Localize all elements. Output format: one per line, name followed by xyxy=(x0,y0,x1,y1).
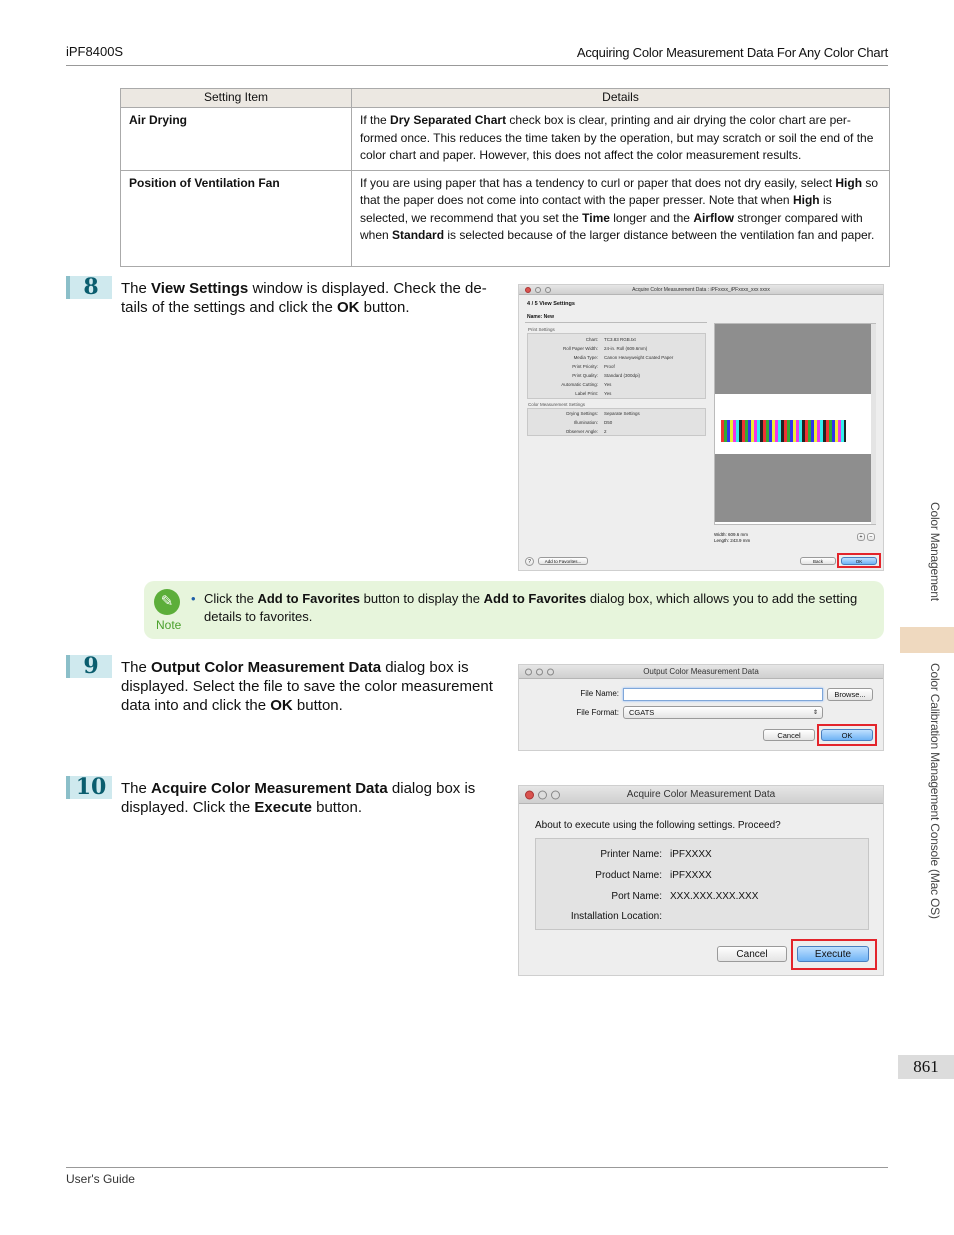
minimize-icon[interactable] xyxy=(536,668,543,675)
column-header-details: Details xyxy=(352,89,890,108)
value: D50 xyxy=(604,420,613,425)
printer-name-value: iPFXXXX xyxy=(670,849,712,860)
header-model: iPF8400S xyxy=(66,44,124,59)
footer-rule xyxy=(66,1167,888,1168)
updown-arrows-icon: ⇕ xyxy=(812,710,818,716)
label: Illumination: xyxy=(573,420,598,425)
label: Automatic Cutting: xyxy=(561,382,598,387)
file-format-label: File Format: xyxy=(576,708,619,717)
width-text: Width: 609.6 mm xyxy=(714,532,749,537)
zoom-icon[interactable] xyxy=(545,287,551,293)
sidebar-marker xyxy=(900,627,954,653)
header-section: Acquiring Color Measurement Data For Any Color Chart xyxy=(576,45,888,60)
value: Standard (300dpi) xyxy=(604,373,641,378)
page-number: 861 xyxy=(898,1055,954,1079)
note-box xyxy=(144,581,884,639)
file-format-select[interactable] xyxy=(623,706,823,719)
highlight-box xyxy=(837,553,881,568)
step-9-text: The Output Color Measurement Data dialog box is displayed. Select the file to save the color measurement data into and click the OK button. xyxy=(121,659,493,714)
help-button[interactable]: ? xyxy=(525,557,534,566)
value: 24-in. Roll (609.6mm) xyxy=(604,346,648,351)
preview-margin xyxy=(715,454,871,522)
minimize-icon[interactable] xyxy=(538,790,547,799)
browse-button[interactable]: Browse... xyxy=(827,688,873,701)
details-cell: If the Dry Separated Chart check box is clear, printing and air drying the color chart are per-formed once. This reduces the time taken by the operation, but may scratch or soil the end of the color chart and paper. However, this does not affect the color measurement results. xyxy=(352,108,890,171)
value: 2 xyxy=(604,429,607,434)
zoom-icon[interactable] xyxy=(547,668,554,675)
acquire-dialog-screenshot xyxy=(518,785,884,976)
settings-table xyxy=(120,88,890,267)
window-controls xyxy=(525,287,551,293)
value: Proof xyxy=(604,364,615,369)
settings-summary-box xyxy=(535,838,869,930)
highlight-box xyxy=(817,724,877,746)
close-icon[interactable] xyxy=(525,790,534,799)
view-settings-screenshot xyxy=(518,284,884,571)
label: Drying Settings: xyxy=(566,411,598,416)
minimize-icon[interactable] xyxy=(535,287,541,293)
preview-margin xyxy=(715,324,871,394)
window-title: Acquire Color Measurement Data : iPFxxxx_iPFxxxx_xxx xxxx xyxy=(632,287,770,293)
close-icon[interactable] xyxy=(525,668,532,675)
close-icon[interactable] xyxy=(525,287,531,293)
product-name-value: iPFXXXX xyxy=(670,870,712,881)
zoom-in-icon[interactable]: + xyxy=(857,533,865,541)
print-settings-label: Print Settings xyxy=(528,327,555,332)
value: Yes xyxy=(604,382,612,387)
sidebar-section: Color Calibration Management Console (Mac OS) xyxy=(928,663,942,919)
step-number-10: 10 xyxy=(66,776,112,799)
divider xyxy=(525,322,707,323)
value: Canon Heavyweight Coated Paper xyxy=(604,355,674,360)
installation-location-label: Installation Location: xyxy=(570,911,662,922)
zoom-icon[interactable] xyxy=(551,790,560,799)
setting-item-cell: Position of Ventilation Fan xyxy=(121,170,352,266)
header-rule xyxy=(66,65,888,66)
file-name-input[interactable] xyxy=(623,688,823,701)
chart-preview xyxy=(714,323,876,525)
output-dialog-screenshot xyxy=(518,664,884,751)
view-settings-titlebar xyxy=(519,285,883,295)
column-header-setting-item: Setting Item xyxy=(121,89,352,108)
label: Print Quality: xyxy=(572,373,598,378)
file-format-value: CGATS xyxy=(629,708,655,717)
confirm-prompt: About to execute using the following settings. Proceed? xyxy=(535,820,781,831)
back-button[interactable]: Back xyxy=(800,557,836,565)
bullet-icon: • xyxy=(191,591,196,606)
footer-text: User's Guide xyxy=(66,1172,135,1186)
label: Chart: xyxy=(585,337,598,342)
product-name-label: Product Name: xyxy=(595,870,662,881)
table-row xyxy=(121,108,890,171)
cancel-button[interactable]: Cancel xyxy=(763,729,815,741)
window-title: Acquire Color Measurement Data xyxy=(626,789,776,800)
step-10-text: The Acquire Color Measurement Data dialog box is displayed. Click the Execute button. xyxy=(121,780,476,816)
value: Yes xyxy=(604,391,612,396)
step-number-9: 9 xyxy=(66,655,112,678)
step-label: 4 / 5 View Settings xyxy=(527,301,575,307)
label: Print Priority: xyxy=(572,364,598,369)
zoom-out-icon[interactable]: − xyxy=(867,533,875,541)
window-controls xyxy=(525,668,554,675)
highlight-box xyxy=(791,939,877,970)
color-chart-patches xyxy=(721,420,846,442)
label: Label Print: xyxy=(575,391,598,396)
window-controls xyxy=(525,790,560,799)
note-text: • Click the Add to Favorites button to display the Add to Favorites dialog box, which allows you to add the setting details to favorites. xyxy=(191,591,858,624)
acquire-dialog-titlebar xyxy=(519,786,883,804)
file-name-label: File Name: xyxy=(580,689,619,698)
step-8-text: The View Settings window is displayed. Check the de-tails of the settings and click the OK button. xyxy=(121,280,487,316)
preview-scrollbar[interactable] xyxy=(871,324,876,524)
cancel-button[interactable]: Cancel xyxy=(717,946,787,962)
step-number-8: 8 xyxy=(66,276,112,299)
add-to-favorites-button[interactable]: Add to Favorites... xyxy=(538,557,588,565)
note-label: Note xyxy=(156,618,182,632)
value: TC3.83 RGB.txt xyxy=(604,337,636,342)
table-row xyxy=(121,170,890,266)
pencil-icon: ✎ xyxy=(154,589,180,615)
label: Roll Paper Width: xyxy=(562,346,598,351)
label: Observer Angle: xyxy=(565,429,598,434)
setting-item-cell: Air Drying xyxy=(121,108,352,171)
execute-button[interactable]: Execute xyxy=(797,946,869,962)
color-measurement-settings-box xyxy=(527,408,706,436)
print-settings-box xyxy=(527,333,706,399)
value: Separate Settings xyxy=(604,411,640,416)
port-name-label: Port Name: xyxy=(611,891,662,902)
port-name-value: XXX.XXX.XXX.XXX xyxy=(670,891,759,902)
length-text: Length: 243.9 mm xyxy=(714,538,751,543)
sidebar-chapter: Color Management xyxy=(928,502,942,601)
ok-button[interactable]: OK xyxy=(841,557,877,565)
ok-button[interactable]: OK xyxy=(821,729,873,741)
window-title: Output Color Measurement Data xyxy=(643,667,759,676)
color-measurement-settings-label: Color Measurement Settings xyxy=(528,402,586,407)
details-cell: If you are using paper that has a tendency to curl or paper that does not dry easily, select High so that the paper does not come into contact with the paper presser. Note that when High is selected, we recommend that you set the Time longer and the Airflow stronger compared with when Standard is selected because of the larger distance between the ventilation fan and paper. xyxy=(352,170,890,266)
printer-name-label: Printer Name: xyxy=(600,849,662,860)
name-label: Name: New xyxy=(527,314,554,320)
label: Media Type: xyxy=(573,355,598,360)
output-dialog-titlebar xyxy=(519,665,883,679)
